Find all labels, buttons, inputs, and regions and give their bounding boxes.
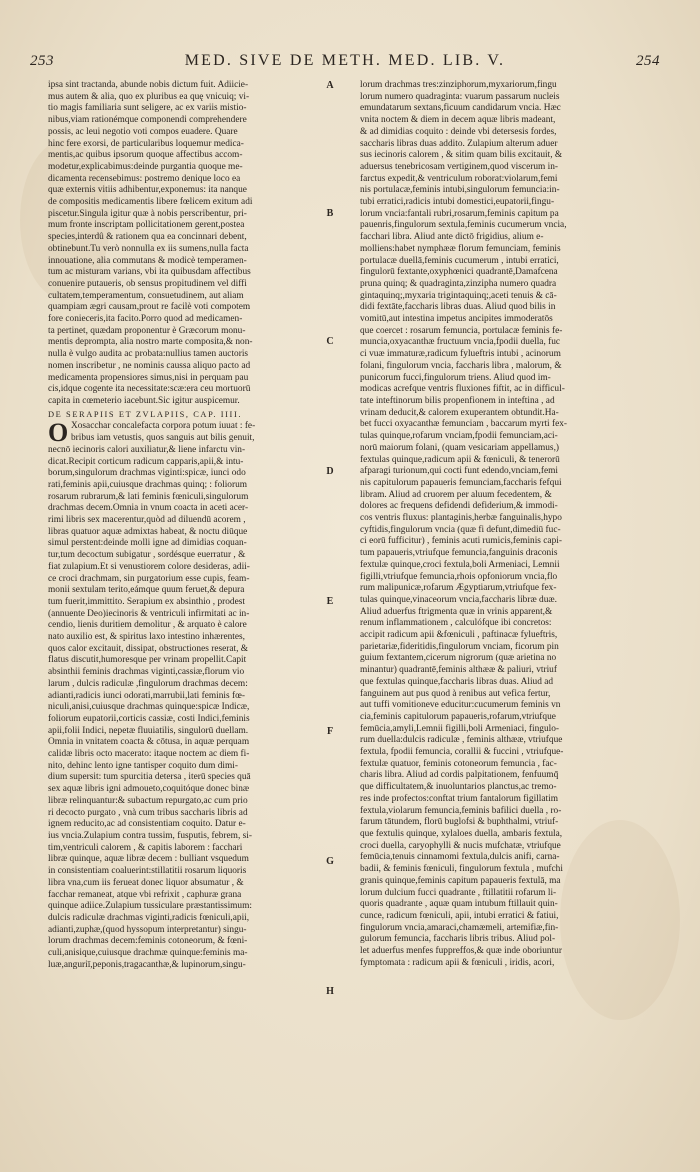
text-line: guium fextantem,cicerum nigrorum (quæ arietina no [360, 653, 557, 664]
margin-letter: C [326, 336, 334, 347]
text-line: sus iecinoris calorem , & sitim quam bilis excitauit, & [360, 150, 563, 161]
text-line: tio magis familiaria sunt seligere, ac ex variis mistio- [48, 103, 247, 114]
text-line: farctus expedit,& ventriculum roborat:violarum,femi [360, 173, 558, 184]
chapter-heading: DE SERAPIIS ET ZVLAPIIS, CAP. IIII. [48, 409, 243, 419]
text-line: cis,idque cogente ita necessitate:scæ:era ceu mortuorū [48, 384, 251, 395]
text-line: molliens:habet nymphææ florum femunciam, feminis [360, 243, 561, 254]
text-line: luæ,anguriī,peponis,tragacanthæ,& lupinorum,singu- [48, 959, 246, 970]
text-line: quoris quadrante , aquæ quam intubum ftillauit quin- [360, 899, 558, 910]
text-line: rimi libris sex macerentur,quòd ad diluendū acorem , [48, 515, 246, 526]
text-line: Aliud aduerfus ftrigmenta quæ in vrinis apparent,& [360, 606, 553, 617]
text-line: portulacæ duellā,feminis cucumerum , intubi erratici, [360, 255, 559, 266]
text-line: innouatione, alia commutans & modicè temperamen- [48, 255, 247, 266]
text-line: facchari libra. Aliud ante dictō frigidius, alium e- [360, 232, 544, 243]
text-line: aduersus tenebricosam vertiginem,quod viscerum in- [360, 161, 558, 172]
text-line: culi,anisique,cuiusque drachmæ quinque:feminis ma- [48, 948, 248, 959]
text-line: tulas quinque,vinaceorum vncia,faccharis libræ duæ. [360, 594, 557, 605]
text-line: lorum numero quadraginta: vuarum passarum nucleis [360, 91, 560, 102]
text-line: ci vuæ immaturæ,radicum fylueftris intubi , acinorum [360, 349, 561, 360]
text-line: bribus iam vetustis, quos sanguis aut bilis genuit, [71, 433, 255, 444]
text-line: ta pertinet, quædam proponentur è Græcorum monu- [48, 325, 246, 336]
text-line: quæ externis vitiis adhibentur,exponemus: ita nanque [48, 185, 247, 196]
text-line: libræ relinquantur:& subactum repurgato,ac cum prio [48, 795, 248, 806]
text-line: folani, fingulorum vncia, faccharis libra , malorum, & [360, 360, 562, 371]
text-line: pruna quinq; & quadraginta,zinzipha numero quadra [360, 278, 557, 289]
text-line: que coercet : rosarum femuncia, portulacæ feminis fe- [360, 325, 563, 336]
text-line: tubi erratici,radicis intubi domestici,eupatorii,fingu- [360, 197, 555, 208]
text-line: tum fuerit,immittito. Serapium ex absinthio , prodest [48, 596, 245, 607]
text-line: medicamenta propensiores simus,nisi in perquam pau [48, 372, 249, 383]
text-line: fingulorū fextante,oxyphœnici quadrantē,Damafcena [360, 267, 558, 278]
text-line: & ad dimidias coquito : deinde vbi detersesis fordes, [360, 126, 557, 137]
text-line: muncia,oxyacanthæ fructuum vncia,fpodii duella, fuc [360, 337, 561, 348]
text-line: dolores ac frequens defidendi defiderium,& immodi- [360, 501, 558, 512]
text-line: charis libra. Aliud ad cordis palpitationem, fenfuumq̄ [360, 770, 559, 781]
text-line: gulorum femuncia, faccharis libris tribus. Aliud pol- [360, 934, 556, 945]
text-line: minantur) quadrantē,feminis althææ & paliuri, vtriuf [360, 665, 557, 676]
text-line: que fextulas quinque,faccharis libras duas. Aliud ad [360, 676, 554, 687]
text-line: fore conieceris,ita facito.Porro quod ad medicamen- [48, 314, 243, 325]
text-line: renum inflammationem , calculófque ibi concretos: [360, 618, 552, 629]
text-line: dium supersit: tum spurcitia detersa , iterū species quā [48, 772, 251, 783]
text-line: nato auxilio est, & spiritus laxo intestino inhærentes, [48, 632, 245, 643]
text-line: res inde profectos:conftat trium fantalorum figillatim [360, 793, 558, 804]
text-line: cunce, radicum fœniculi, apii, intubi erratici & fatiui, [360, 910, 559, 921]
text-line: cyftidis,fingulorum vncia (quæ fi defunt,dimediū fuc- [360, 524, 561, 535]
right-text-column [360, 80, 660, 969]
dropcap-letter: O [48, 418, 69, 448]
text-line: saccharis libras duas addito. Zulapium alterum aduer [360, 138, 558, 149]
text-line: de compositis medicamentis libere fœlicem exitum adi [48, 197, 253, 208]
text-line: flatus discutit,humoresque per vrinam propellit.Capit [48, 655, 247, 666]
text-line: rum malipunicæ,rofarum Ægyptiarum,vtriufque fex- [360, 583, 557, 594]
text-line: norū maiorum folani, (quam vesicariam appellamus,) [360, 442, 560, 453]
text-line: tim,ventriculi calorem , & capitis laborem : facchari [48, 842, 243, 853]
text-line: ius vncia.Zulapium contra tussim, fusputis, febrem, si- [48, 831, 252, 841]
text-line: quos calor excitauit, dissipat, obstructiones reserat, & [48, 643, 249, 654]
text-line: mentis,ac quibus ipsorum quoque affectibus accom- [48, 150, 243, 161]
text-line: badii, & feminis fœniculi, fingulorum fextula , mufchi [360, 864, 563, 875]
text-line: ci eorū fufficitur) , feminis acuti rumicis,feminis capi- [360, 536, 562, 547]
text-line: ri decocto purgato , vnà cum tribus saccharis libris ad [48, 807, 248, 818]
text-line: tum papaueris,vtriufque femuncia,fanguinis draconis [360, 548, 558, 559]
text-line: absinthii feminis drachmas viginti,cassiæ,florum vio [48, 667, 245, 678]
running-title: MED. SIVE DE METH. MED. LIB. V. [184, 52, 506, 69]
margin-letter: F [326, 726, 334, 737]
text-line: punicorum fucci,fingulorum triens. Aliud quod im- [360, 372, 551, 383]
text-line: libræ quinque, aquæ libræ decem : bulliant vsquedum [48, 854, 249, 865]
text-line: nomen inscribetur , ne nominis caussa aliquo pacto ad [48, 360, 251, 371]
text-line: libram. Aliud ad cruorem per aluum fecedentem, & [360, 489, 552, 500]
text-line: lorum vncia:fantali rubri,rosarum,feminis capitum pa [360, 208, 559, 219]
text-line: dicat.Recipit corticum radicum capparis,apii,& intu- [48, 456, 244, 467]
text-line: piscetur.Singula igitur quæ à nobis perscribentur, pri- [48, 208, 247, 219]
text-line: hinc fere exorsi, de particularibus loquemur medica- [48, 138, 244, 149]
text-line: fextula, fpodii femuncia, corallii & fuccini , vtriufque- [360, 747, 564, 758]
text-line: dicamenta recensebimus: postremo denique loco ea [48, 173, 241, 184]
text-line: nis portulacæ,feminis intubi,singulorum femuncia:in- [360, 185, 560, 196]
text-line: ipsa sint tractanda, abunde nobis dictum fuit. Adiicie- [48, 80, 249, 90]
text-line: femūcia,tenuis cinnamomi fextula,dulcis anifi, carna- [360, 852, 560, 863]
text-line: nibus,viam rationémque componendi comprehendere [48, 115, 247, 126]
dropcap-paragraph [48, 418, 348, 456]
text-line: tate inteftinorum bilis propenfionem in inteftina , ad [360, 395, 555, 406]
text-line: emundatarum sextans,ficuum candidarum vncia. Hæc [360, 103, 561, 114]
text-line: nis capitulorum papaueris femunciam,faccharis fefqui [360, 477, 562, 488]
text-line: que difficultatem,& inuoluntarios planctus,ac tremo- [360, 782, 557, 793]
text-line: fextulas quinque,radicum apii & fœniculi, & tenerorū [360, 454, 560, 465]
text-line: in consistentiam coaluerint:stillatitii rosarum liquoris [48, 866, 247, 877]
margin-letter: G [326, 856, 334, 867]
folio-left: 253 [30, 53, 54, 69]
text-line: simul perstent:deinde molli igne ad dimidias coquan- [48, 538, 247, 549]
text-line: dulcis radiculæ drachmas viginti,radicis fœniculi,apii, [48, 912, 250, 923]
margin-letter: H [326, 986, 334, 997]
text-line: vomitū,aut intestina impetus ancipites immoderatōs [360, 314, 553, 325]
text-line: fextula,violarum femuncia,feminis bafilici duella , ro- [360, 805, 562, 816]
text-line: cos ventris fluxus: plantaginis,herbæ fanguinalis,hypo [360, 513, 562, 524]
text-line: que fextulis quinque, xylaloes duella, ambaris fextula, [360, 829, 563, 839]
text-line: figilli,vtriufque femuncia,rhois opfoniorum vncia,flo [360, 571, 558, 582]
text-line: vrinam deducit,& calorem exuperantem obtundit.Ha- [360, 407, 559, 418]
text-line: obtinebunt.Tu verò nonnulla ex iis sumens,nulla facta [48, 243, 249, 254]
text-line: fanguinem aut pus quod à renibus aut vefica fertur, [360, 688, 551, 699]
text-line: fymptomata : radicum apii & fœniculi , iridis, acori, [360, 957, 555, 968]
text-line: facchar remaneat, atque vbi refrixit , caphuræ grana [48, 889, 242, 900]
text-line: apii,folii Indici, nepetæ fluuiatilis, singulorū duellam. [48, 725, 249, 736]
text-line: mentis deprompta, alia nostro marte composita,& non- [48, 337, 253, 348]
text-line: ignem reducito,ac ad consistentiam coquito. Datur e- [48, 819, 246, 830]
text-line: drachmas decem.Omnia in vnum coacta in aceti acer- [48, 503, 249, 514]
margin-letter: A [326, 80, 334, 91]
text-line: aut tuffi vomitioneve educitur:cucumerum feminis vn [360, 700, 561, 711]
left-text-column [48, 80, 348, 971]
text-line: lorum dulcium fucci quadrante , ftillatitii rofarum li- [360, 887, 557, 898]
text-line: vnita noctem & diem in decem aquæ libris madeant, [360, 115, 556, 126]
text-line: larum , dulcis radiculæ ,fingulorum drachmas decem: [48, 678, 248, 689]
text-line: capita in cœmeterio iacebunt.Sic igitur auspicemur. [48, 395, 240, 406]
text-line: rati,feminis apii,cuiusque drachmas quinq; : foliorum [48, 479, 248, 490]
text-line: libras quatuor aquæ admixtas habeat, & noctu diūque [48, 526, 248, 537]
margin-letter: E [326, 596, 334, 607]
text-line: ce croci drachmam, sin purgatorium esse cupis, feam- [48, 573, 250, 584]
folio-right: 254 [636, 53, 660, 69]
text-line: quampiam ægri causam,prout re facilè voti compotem [48, 302, 251, 313]
text-line: croci duella, caryophylli & nucis mufchatæ, vtriufque [360, 840, 561, 851]
page-header [30, 52, 660, 78]
text-line: borum,singulorum drachmas viginti:spicæ, iunci odo [48, 468, 246, 479]
text-line: calidæ libris octo macerato: itaque noctem ac diem fi- [48, 749, 250, 760]
margin-letter: B [326, 208, 334, 219]
text-line: femūcia,amyli,Lemnii figilli,boli Armeniaci, fingulo- [360, 723, 560, 734]
text-line: tur,tum decoctum subigatur , sordésque euerratur , & [48, 550, 246, 561]
text-line: fingulorum vncia,amaraci,chamæmeli, artemifiæ,fin- [360, 922, 559, 933]
text-line: parietariæ,fideritidis,fingulorum vnciam, ficorum pin [360, 641, 559, 652]
text-line: foliorum eupatorii,corticis cassiæ, costi Indici,feminis [48, 713, 250, 724]
text-line: didi fextāte,faccharis libras duas. Aliud quod bilis in [360, 302, 556, 313]
text-line: libra vna,cum iis ferueat donec liquor absumatur , & [48, 877, 244, 888]
text-line: tum ac misturam varians, vbi ita quibusdam affectibus [48, 267, 251, 278]
text-line: fiat zulapium.Et si venustiorem colore desideras, adii- [48, 561, 250, 572]
text-line: mum fronte inscriptam pollicitationem gerent,postea [48, 220, 245, 231]
text-line: tulas quinque,rofarum vnciam,fpodii femunciam,aci- [360, 431, 558, 442]
text-line: nulla è vulgo audita ac probata:nullius tamen auctoris [48, 349, 249, 360]
text-line: quinque adiice.Zulapium tussiculare præstantissimum: [48, 901, 252, 912]
text-line: farum tātundem, florū buglofsi & buphthalmi, vtriuf- [360, 817, 559, 828]
text-line: monii sextulam terito,eámque quum feruet,& depura [48, 585, 245, 596]
text-line: niculi,anisi,cuiusque drachmas quinque:spicæ Indicæ, [48, 702, 250, 713]
text-line: bet fucci oxyacanthæ femunciam , baccarum myrti fex- [360, 419, 568, 430]
text-line: lorum drachmas tres:zinziphorum,myxariorum,fingu [360, 80, 557, 90]
text-line: cia,feminis capitulorum papaueris,rofarum,vtriufque [360, 711, 556, 722]
margin-letter: D [326, 466, 334, 477]
text-line: (annuente Deo)iecinoris & ventriculi infirmitati ac in- [48, 608, 250, 619]
text-line: Xosacchar concalefacta corpora potum iuuat : fe- [71, 421, 256, 432]
text-line: cendio, lienis duritiem demolitur , & arquato è calore [48, 620, 247, 631]
text-line: adianti,radicis iunci odorati,marrubii,lati feminis fœ- [48, 690, 245, 701]
text-line: necnō iecinoris calori auxiliatur,& liene infarctu vin- [48, 444, 246, 455]
text-line: gintaquinq;,myxaria trigintaquinq;,aceti tenuis & cā- [360, 290, 557, 301]
text-line: afparagi turionum,qui cocti funt edendo,vnciam,femi [360, 466, 558, 477]
text-line: granis quinque,feminis capitum papaueris fextulā, ma [360, 875, 561, 886]
margin-section-letters [320, 80, 340, 1080]
text-line: rum duella:dulcis radiculæ , feminis althææ, vtriufque [360, 735, 563, 746]
text-line: conuenire putaueris, ob sensus propitudinem vel diffi [48, 278, 247, 289]
text-line: fextulæ quatuor, feminis cotoneorum femuncia , fac- [360, 758, 557, 769]
text-line: accipit radicum apii &fœniculi , paftinacæ fylueftris, [360, 630, 558, 641]
text-line: possis, ac leui negotio voti compos euadere. Quare [48, 126, 238, 137]
text-line: adianti,zuphæ,(quod hyssopum interpretantur) singu- [48, 924, 247, 935]
text-line: modetur,explicabimus:deinde purgantia quoque me- [48, 161, 243, 172]
text-line: cultatem,temperamentum, consuetudinem, aut aliam [48, 290, 244, 301]
text-line: rosarum rubrarum,& lati feminis fœniculi,singulorum [48, 491, 249, 502]
text-line: sex aquæ libris igni admoueto,coquitóque donec binæ [48, 784, 250, 795]
text-line: lorum drachmas decem:feminis cotoneorum, & fœni- [48, 936, 248, 947]
text-line: pauenris,fingulorum sextula,feminis cucumerum vncia, [360, 220, 567, 231]
text-line: mus autem & alia, quo ex pluribus ea quę vnicuiq; vi- [48, 91, 250, 102]
text-line: let aduerfus menfes fuppreffos,& quæ inde oboriuntur [360, 946, 562, 957]
text-line: fextulæ quinque,croci fextula,boli Armeniaci, Lemnii [360, 559, 560, 570]
text-line: Omnia in vnitatem coacta & cōtusa, in aquæ perquam [48, 737, 250, 748]
text-line: nito, dehinc lento igne tantisper coquito dum dimi- [48, 760, 238, 771]
text-line: species,interdû & rationem qua ea concinnari debent, [48, 232, 247, 243]
text-line: modicas acrefque ventris fluxiones fiftit, ac in difficul- [360, 384, 565, 395]
